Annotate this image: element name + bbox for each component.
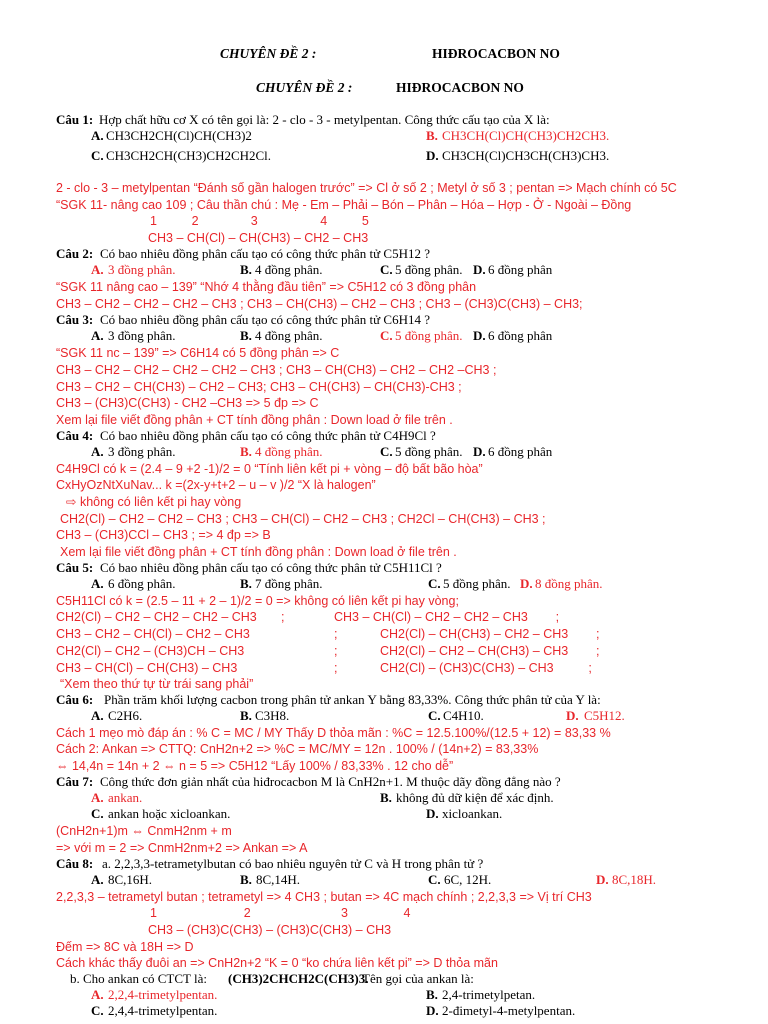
q3-solution-note: Xem lại file viết đồng phân + CT tính đồng phân : Down load ở file trên . <box>56 413 453 427</box>
q2-option-d-label: D. <box>473 262 486 277</box>
q3-solution-line-1: “SGK 11 nc – 139” => C6H14 có 5 đồng phân => C <box>56 346 340 360</box>
q8a-option-a-label: A. <box>91 872 104 887</box>
q4-solution-line-2: CxHyOzNtXuNav... k =(2x-y+t+2 – u – v )/2 “X là halogen” <box>56 478 376 492</box>
q5-isomer-6: CH2(Cl) – CH2 – CH(CH3) – CH3 ; <box>380 644 600 658</box>
q6-solution-line-3: ⇔ 14,4n = 14n + 2 ⇔ n = 5 => C5H12 “Lấy 100% / 83,33% . 12 cho dễ” <box>56 759 454 773</box>
q7-solution-line-2: => với m = 2 => CnmH2nm+2 => Ankan => A <box>56 841 308 855</box>
q8-solution-count: Đếm => 8C và 18H => D <box>56 940 194 954</box>
q7-option-d: xicloankan. <box>442 806 503 821</box>
q8b-option-c: 2,4,4-trimetylpentan. <box>108 1003 218 1018</box>
q7-option-b: không đủ dữ kiện để xác định. <box>396 790 554 805</box>
q5-option-b: 7 đồng phân. <box>255 576 323 591</box>
q4-option-b: 4 đồng phân. <box>255 444 323 459</box>
q1-numbering: 1 2 3 4 5 <box>150 214 369 228</box>
q8-structure: CH3 – (CH3)C(CH3) – (CH3)C(CH3) – CH3 <box>148 923 392 937</box>
q1-option-c: CH3CH2CH(CH3)CH2CH2Cl. <box>106 148 272 163</box>
q1-structure: CH3 – CH(Cl) – CH(CH3) – CH2 – CH3 <box>148 231 369 245</box>
q5-separator: ; <box>334 661 338 675</box>
q4-solution-line-1: C4H9Cl có k = (2.4 – 9 +2 -1)/2 = 0 “Tính liên kết pi + vòng – độ bất bão hòa” <box>56 462 483 476</box>
q3-option-d: 6 đồng phân <box>488 328 553 343</box>
q1-option-d-label: D. <box>426 148 439 163</box>
question-1-label: Câu 1: <box>56 112 94 127</box>
q8b-option-a-label: A. <box>91 987 104 1002</box>
q5-isomer-7: CH3 – CH(Cl) – CH(CH3) – CH3 <box>56 661 238 675</box>
q5-option-b-label: B. <box>240 576 252 591</box>
q3-option-c-label: C. <box>380 328 393 343</box>
q4-option-d: 6 đồng phân <box>488 444 553 459</box>
q2-option-a-label: A. <box>91 262 104 277</box>
q4-solution-line-3: ⇨ không có liên kết pi hay vòng <box>66 495 242 509</box>
q6-option-b: C3H8. <box>255 708 290 723</box>
q8b-option-b: 2,4-trimetylpetan. <box>442 987 536 1002</box>
question-2-label: Câu 2: <box>56 246 94 261</box>
question-4-text: Có bao nhiêu đồng phân cấu tạo có công thức phân tử C4H9Cl ? <box>100 428 436 443</box>
question-5-label: Câu 5: <box>56 560 94 575</box>
header-subtitle-left: CHUYÊN ĐỀ 2 : <box>256 80 353 95</box>
q7-option-c: ankan hoặc xicloankan. <box>108 806 231 821</box>
q6-solution-line-2: Cách 2: Ankan => CTTQ: CnH2n+2 => %C = MC/MY = 12n . 100% / (14n+2) = 83,33% <box>56 742 539 756</box>
q8b-option-c-label: C. <box>91 1003 104 1018</box>
q3-solution-line-2: CH3 – CH2 – CH2 – CH2 – CH2 – CH3 ; CH3 – CH(CH3) – CH2 – CH2 –CH3 ; <box>56 363 497 377</box>
question-3-text: Có bao nhiêu đồng phân cấu tạo có công thức phân tử C6H14 ? <box>100 312 430 327</box>
q3-option-d-label: D. <box>473 328 486 343</box>
q2-option-a: 3 đồng phân. <box>108 262 176 277</box>
q2-option-d: 6 đồng phân <box>488 262 553 277</box>
q1-option-a: CH3CH2CH(Cl)CH(CH3)2 <box>106 128 252 143</box>
q5-option-a: 6 đồng phân. <box>108 576 176 591</box>
question-7-label: Câu 7: <box>56 774 94 789</box>
q8a-option-b: 8C,14H. <box>256 872 301 887</box>
q6-option-c: C4H10. <box>443 708 484 723</box>
q8-numbering: 1 2 3 4 <box>150 906 411 920</box>
question-1-text: Hợp chất hữu cơ X có tên gọi là: 2 - clo - 3 - metylpentan. Công thức cấu tạo của X là: <box>99 112 550 127</box>
q2-option-c-label: C. <box>380 262 393 277</box>
q5-isomer-2: CH3 – CH(Cl) – CH2 – CH2 – CH3 ; <box>334 610 560 624</box>
q2-solution-line-1: “SGK 11 nâng cao – 139” “Nhớ 4 thằng đầu tiên” => C5H12 có 3 đồng phân <box>56 280 477 294</box>
question-6-text: Phần trăm khối lượng cacbon trong phân tử ankan Y bằng 83,33%. Công thức phân tử của Y là: <box>104 692 601 707</box>
q5-solution-note: “Xem theo thứ tự từ trái sang phải” <box>60 677 254 691</box>
q5-option-a-label: A. <box>91 576 104 591</box>
q6-option-d: C5H12. <box>584 708 625 723</box>
q8a-option-c: 6C, 12H. <box>444 872 492 887</box>
q5-isomer-5: CH2(Cl) – CH2 – (CH3)CH – CH3 <box>56 644 245 658</box>
q5-separator: ; <box>334 644 338 658</box>
q3-option-b: 4 đồng phân. <box>255 328 323 343</box>
q1-option-b: CH3CH(Cl)CH(CH3)CH2CH3. <box>442 128 610 143</box>
q8-solution-alt: Cách khác thấy đuôi an => CnH2n+2 “K = 0 “ko chứa liên kết pi” => D thỏa mãn <box>56 956 498 970</box>
q3-option-b-label: B. <box>240 328 252 343</box>
q6-option-d-label: D. <box>566 708 579 723</box>
q1-solution-line-1: 2 - clo - 3 – metylpentan “Đánh số gần halogen trước” => Cl ở số 2 ; Metyl ở số 3 ; pentan => Mạch chính có 5C <box>56 181 677 195</box>
q1-solution-line-2: “SGK 11- nâng cao 109 ; Câu thần chú : Mẹ - Em – Phải – Bón – Phân – Hóa – Hợp - Ở - Ngoài – Đồng <box>56 198 632 212</box>
question-2-text: Có bao nhiêu đồng phân cấu tạo có công thức phân tử C5H12 ? <box>100 246 430 261</box>
q8a-option-d: 8C,18H. <box>612 872 657 887</box>
q6-option-c-label: C. <box>428 708 441 723</box>
q8a-option-a: 8C,16H. <box>108 872 153 887</box>
q4-option-c-label: C. <box>380 444 393 459</box>
header-title-right: HIĐROCACBON NO <box>432 46 560 61</box>
q8a-option-c-label: C. <box>428 872 441 887</box>
q8-solution-line-1: 2,2,3,3 – tetrametyl butan ; tetrametyl => 4 CH3 ; butan => 4C mạch chính ; 2,2,3,3 => Vị trí CH3 <box>56 890 592 904</box>
question-8b-formula: (CH3)2CHCH2C(CH3)3. <box>228 971 369 986</box>
header-title-left: CHUYÊN ĐỀ 2 : <box>220 46 317 61</box>
q3-option-a-label: A. <box>91 328 104 343</box>
q1-option-b-label: B. <box>426 128 438 143</box>
q7-option-c-label: C. <box>91 806 104 821</box>
q5-solution-line-1: C5H11Cl có k = (2.5 – 11 + 2 – 1)/2 = 0 => không có liên kết pi hay vòng; <box>56 594 459 608</box>
q2-option-c: 5 đồng phân. <box>395 262 463 277</box>
question-6-label: Câu 6: <box>56 692 94 707</box>
q8b-option-d-label: D. <box>426 1003 439 1018</box>
q7-option-d-label: D. <box>426 806 439 821</box>
question-4-label: Câu 4: <box>56 428 94 443</box>
q4-option-c: 5 đồng phân. <box>395 444 463 459</box>
q6-solution-line-1: Cách 1 mẹo mò đáp án : % C = MC / MY Thấy D thỏa mãn : %C = 12.5.100%/(12.5 + 12) = 83,33 % <box>56 726 611 740</box>
q3-option-c: 5 đồng phân. <box>395 328 463 343</box>
q5-isomer-8: CH2(Cl) – (CH3)C(CH3) – CH3 ; <box>380 661 592 675</box>
question-8-label: Câu 8: <box>56 856 94 871</box>
q5-separator: ; <box>334 627 338 641</box>
q4-solution-line-5: CH3 – (CH3)CCl – CH3 ; => 4 đp => B <box>56 528 271 542</box>
q5-isomer-3: CH3 – CH2 – CH(Cl) – CH2 – CH3 <box>56 627 250 641</box>
q3-option-a: 3 đồng phân. <box>108 328 176 343</box>
q6-option-b-label: B. <box>240 708 252 723</box>
q4-option-b-label: B. <box>240 444 252 459</box>
q4-solution-line-4: CH2(Cl) – CH2 – CH2 – CH3 ; CH3 – CH(Cl) – CH2 – CH3 ; CH2Cl – CH(CH3) – CH3 ; <box>60 512 546 526</box>
q4-option-a-label: A. <box>91 444 104 459</box>
q4-solution-note: Xem lại file viết đồng phân + CT tính đồng phân : Down load ở file trên . <box>60 545 457 559</box>
q5-isomer-4: CH2(Cl) – CH(CH3) – CH2 – CH3 ; <box>380 627 600 641</box>
question-8b-text: b. Cho ankan có CTCT là: <box>70 971 207 986</box>
q8a-option-d-label: D. <box>596 872 609 887</box>
question-5-text: Có bao nhiêu đồng phân cấu tạo có công thức phân tử C5H11Cl ? <box>100 560 442 575</box>
q1-option-d: CH3CH(Cl)CH3CH(CH3)CH3. <box>442 148 610 163</box>
q3-solution-line-4: CH3 – (CH3)C(CH3) - CH2 –CH3 => 5 đp => C <box>56 396 319 410</box>
q8b-option-a: 2,2,4-trimetylpentan. <box>108 987 218 1002</box>
q1-option-a-label: A. <box>91 128 104 143</box>
question-3-label: Câu 3: <box>56 312 94 327</box>
q2-option-b: 4 đồng phân. <box>255 262 323 277</box>
header-subtitle-right: HIĐROCACBON NO <box>396 80 524 95</box>
q5-option-c: 5 đồng phân. <box>443 576 511 591</box>
q5-option-c-label: C. <box>428 576 441 591</box>
q6-option-a-label: A. <box>91 708 104 723</box>
q8a-option-b-label: B. <box>240 872 252 887</box>
question-8b-prompt: Tên gọi của ankan là: <box>362 971 474 986</box>
q4-option-a: 3 đồng phân. <box>108 444 176 459</box>
q5-isomer-1: CH2(Cl) – CH2 – CH2 – CH2 – CH3 ; <box>56 610 285 624</box>
q7-option-b-label: B. <box>380 790 392 805</box>
q6-option-a: C2H6. <box>108 708 143 723</box>
q3-solution-line-3: CH3 – CH2 – CH(CH3) – CH2 – CH3; CH3 – CH(CH3) – CH(CH3)-CH3 ; <box>56 380 462 394</box>
q7-option-a-label: A. <box>91 790 104 805</box>
q7-solution-line-1: (CnH2n+1)m ⇔ CnmH2nm + m <box>56 824 232 838</box>
q2-solution-line-2: CH3 – CH2 – CH2 – CH2 – CH3 ; CH3 – CH(CH3) – CH2 – CH3 ; CH3 – (CH3)C(CH3) – CH3; <box>56 297 583 311</box>
question-7-text: Công thức đơn giản nhất của hiđrocacbon M là CnH2n+1. M thuộc dãy đồng đẳng nào ? <box>100 774 561 789</box>
q5-option-d-label: D. <box>520 576 533 591</box>
q4-option-d-label: D. <box>473 444 486 459</box>
q7-option-a: ankan. <box>108 790 143 805</box>
q5-option-d: 8 đồng phân. <box>535 576 603 591</box>
question-8-text: a. 2,2,3,3-tetrametylbutan có bao nhiêu nguyên tử C và H trong phân tử ? <box>102 856 484 871</box>
q8b-option-b-label: B. <box>426 987 438 1002</box>
q2-option-b-label: B. <box>240 262 252 277</box>
q8b-option-d: 2-đimetyl-4-metylpentan. <box>442 1003 576 1018</box>
q1-option-c-label: C. <box>91 148 104 163</box>
